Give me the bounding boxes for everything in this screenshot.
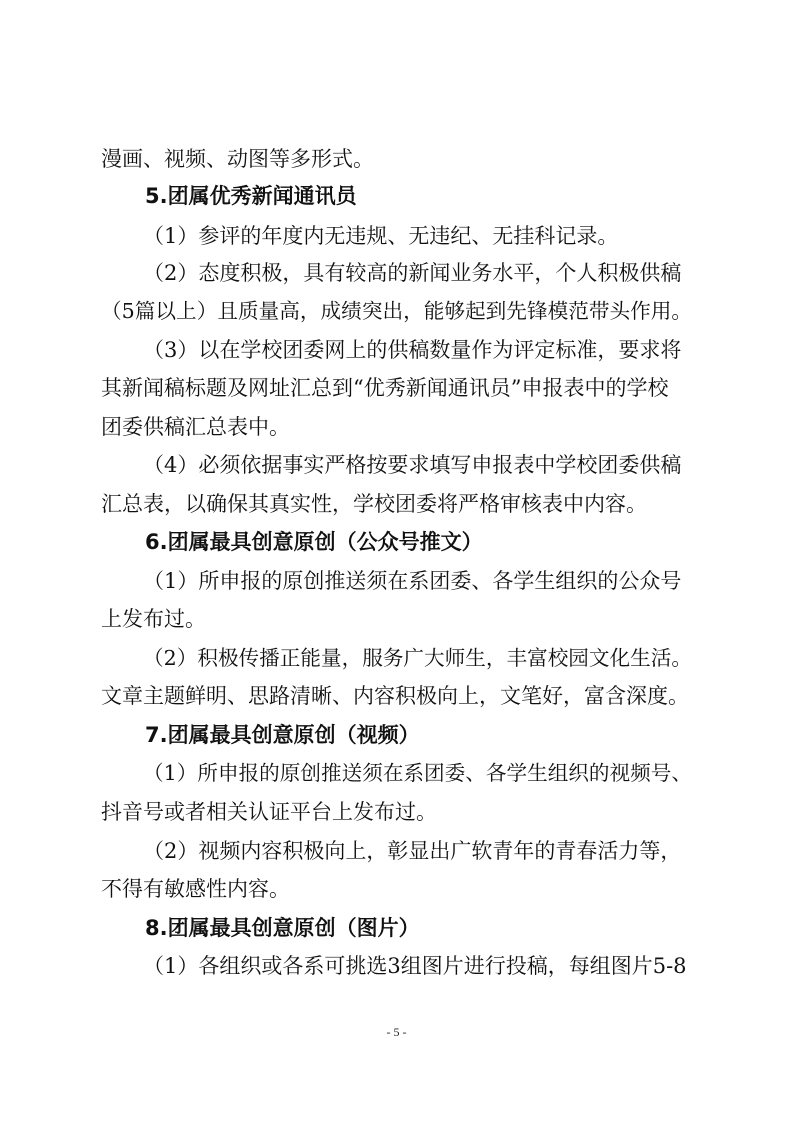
text-line: 文章主题鲜明、思路清晰、内容积极向上，文笔好，富含深度。 [101, 684, 689, 708]
text-line: （1）参评的年度内无违规、无违纪、无挂科记录。 [143, 224, 619, 248]
text-line: （2）态度积极，具有较高的新闻业务水平，个人积极供稿 [143, 261, 682, 285]
text-line: （4）必须依据事实严格按要求填写申报表中学校团委供稿 [143, 453, 682, 477]
text-line: 上发布过。 [101, 607, 206, 631]
text-line: （1）各组织或各系可挑选3组图片进行投稿，每组图片5-8 [143, 954, 687, 978]
section-heading-6: 6.团属最具创意原创（公众号推文） [145, 530, 483, 554]
section-heading-8: 8.团属最具创意原创（图片） [145, 916, 420, 940]
text-line: 抖音号或者相关认证平台上发布过。 [101, 800, 437, 824]
text-line: 汇总表，以确保其真实性，学校团委将严格审核表中内容。 [101, 492, 647, 516]
page-number: - 5 - [386, 1025, 407, 1039]
text-line-continuation: 漫画、视频、动图等多形式。 [101, 147, 374, 171]
text-line: （1）所申报的原创推送须在系团委、各学生组织的公众号 [143, 569, 682, 593]
section-heading-5: 5.团属优秀新闻通讯员 [145, 184, 357, 208]
text-line: 团委供稿汇总表中。 [101, 415, 290, 439]
text-line: （2）积极传播正能量，服务广大师生，丰富校园文化生活。 [143, 646, 692, 670]
text-line: （5篇以上）且质量高，成绩突出，能够起到先锋模范带头作用。 [101, 299, 693, 323]
text-line: （3）以在学校团委网上的供稿数量作为评定标准，要求将 [143, 338, 682, 362]
text-line: （1）所申报的原创推送须在系团委、各学生组织的视频号、 [143, 761, 692, 785]
section-heading-7: 7.团属最具创意原创（视频） [145, 723, 420, 747]
text-line: 不得有敏感性内容。 [101, 877, 290, 901]
text-line: （2）视频内容积极向上，彰显出广软青年的青春活力等， [143, 839, 682, 863]
text-line: 其新闻稿标题及网址汇总到“优秀新闻通讯员”申报表中的学校 [101, 376, 669, 400]
